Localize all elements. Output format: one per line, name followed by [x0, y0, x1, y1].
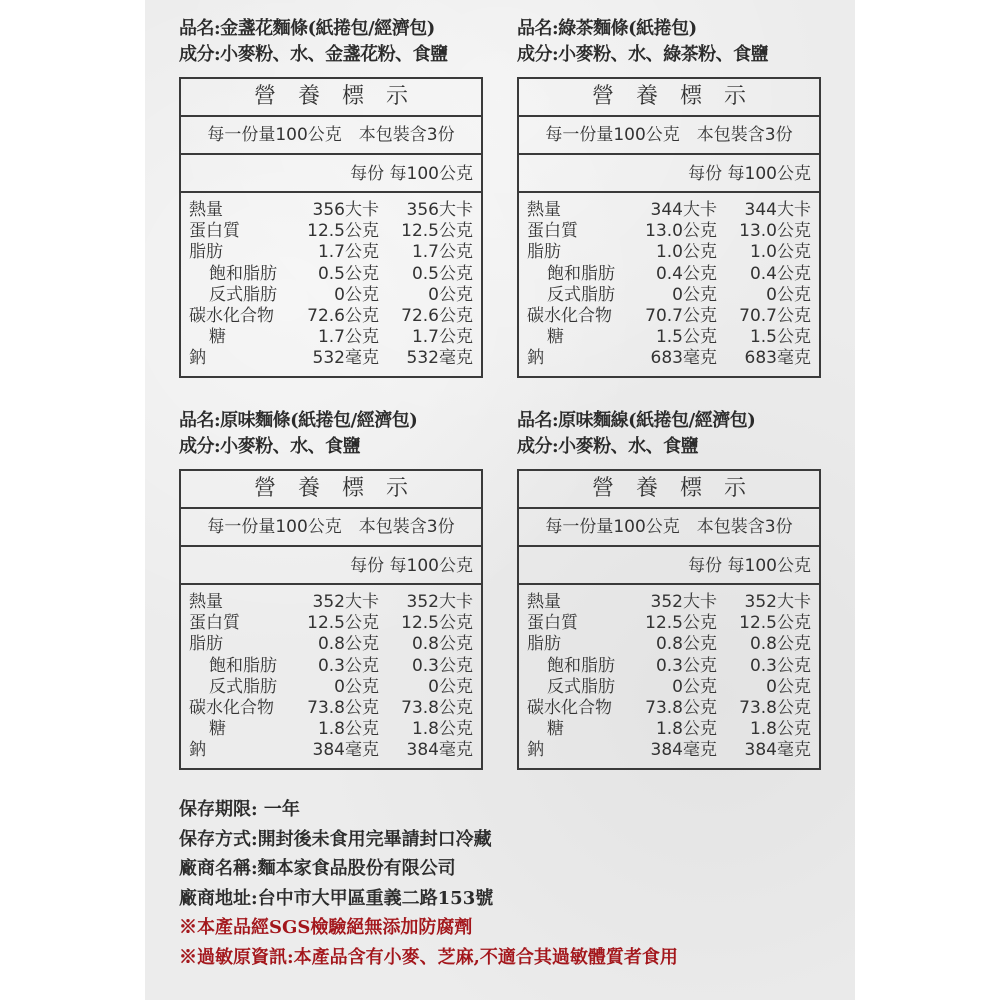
nutrient-name: 蛋白質 [189, 613, 240, 634]
nutrition-label-title: 營養標示 [519, 471, 819, 509]
per-100g-value: 12.5公克 [401, 613, 473, 634]
per-100g-value: 344大卡 [744, 200, 811, 220]
nutrient-name: 脂肪 [189, 242, 223, 263]
nutrition-row [189, 348, 473, 369]
nutrition-rows [181, 193, 481, 376]
nutrient-name: 碳水化合物 [189, 305, 274, 326]
per-serving-value: 356大卡 [312, 200, 379, 220]
per-100g-value: 0公克 [766, 676, 811, 697]
nutrient-name: 鈉 [527, 348, 544, 369]
per-100g-value: 72.6公克 [401, 305, 473, 326]
nutrition-row [189, 221, 473, 242]
nutrition-row [527, 698, 811, 719]
nutrition-row [189, 242, 473, 263]
nutrition-row [189, 200, 473, 221]
product-name: 品名:原味麵線(紙捲包/經濟包) [517, 410, 756, 431]
nutrition-row [189, 719, 473, 740]
nutrition-row [527, 285, 811, 306]
nutrition-row [527, 348, 811, 369]
per-100g-value: 12.5公克 [739, 613, 811, 634]
per-serving-value: 12.5公克 [307, 221, 379, 242]
nutrition-row [189, 285, 473, 306]
column-header: 每份 每100公克 [181, 155, 481, 193]
nutrient-name: 糖 [209, 719, 226, 740]
nutrition-row [527, 719, 811, 740]
nutrition-row [189, 698, 473, 719]
per-100g-value: 352大卡 [406, 592, 473, 612]
per-serving-value: 0公克 [672, 284, 717, 305]
nutrition-row [527, 264, 811, 285]
nutrition-label-title: 營養標示 [519, 79, 819, 117]
product-name: 品名:綠茶麵條(紙捲包) [517, 18, 697, 39]
per-serving-value: 73.8公克 [645, 697, 717, 718]
storage-method: 保存方式:開封後未食用完畢請封口冷藏 [179, 828, 492, 850]
per-serving-value: 1.7公克 [317, 242, 379, 263]
nutrient-name: 糖 [209, 327, 226, 348]
nutrition-row [527, 592, 811, 613]
product-name: 品名:原味麵條(紙捲包/經濟包) [179, 410, 418, 431]
per-serving-value: 352大卡 [650, 592, 717, 612]
nutrition-row [527, 200, 811, 221]
per-serving-value: 13.0公克 [645, 221, 717, 242]
nutrient-name: 飽和脂肪 [547, 263, 615, 284]
nutrient-name: 飽和脂肪 [209, 655, 277, 676]
nutrient-name: 碳水化合物 [527, 697, 612, 718]
per-serving-value: 1.5公克 [655, 327, 717, 348]
serving-info: 每一份量100公克 本包裝含3份 [519, 509, 819, 547]
nutrient-name: 糖 [547, 719, 564, 740]
nutrition-rows [519, 193, 819, 376]
nutrition-label [179, 469, 483, 770]
serving-info: 每一份量100公克 本包裝含3份 [519, 117, 819, 155]
per-serving-value: 0.3公克 [655, 655, 717, 676]
nutrition-row [527, 242, 811, 263]
nutrition-label-title: 營養標示 [181, 471, 481, 509]
per-serving-value: 344大卡 [650, 200, 717, 220]
nutrient-name: 熱量 [527, 200, 561, 220]
per-100g-value: 0公克 [428, 676, 473, 697]
per-100g-value: 73.8公克 [739, 697, 811, 718]
per-100g-value: 532毫克 [406, 348, 473, 369]
nutrient-name: 飽和脂肪 [547, 655, 615, 676]
per-100g-value: 1.0公克 [749, 242, 811, 263]
nutrient-name: 反式脂肪 [209, 284, 277, 305]
per-serving-value: 0.4公克 [655, 263, 717, 284]
per-100g-value: 356大卡 [406, 200, 473, 220]
per-100g-value: 0公克 [428, 284, 473, 305]
product-section [517, 16, 821, 378]
nutrition-label-title: 營養標示 [181, 79, 481, 117]
per-100g-value: 683毫克 [744, 348, 811, 369]
column-header: 每份 每100公克 [519, 155, 819, 193]
product-ingredients: 成分:小麥粉、水、綠茶粉、食鹽 [517, 44, 769, 65]
manufacturer-name: 廠商名稱:麵本家食品股份有限公司 [179, 858, 456, 879]
nutrient-name: 蛋白質 [189, 221, 240, 242]
per-100g-value: 1.7公克 [411, 327, 473, 348]
nutrient-name: 反式脂肪 [547, 284, 615, 305]
nutrition-label [517, 469, 821, 770]
sgs-note: ※本產品經SGS檢驗絕無添加防腐劑 [179, 917, 473, 938]
per-serving-value: 384毫克 [650, 740, 717, 761]
nutrition-row [527, 221, 811, 242]
per-serving-value: 0公克 [334, 676, 379, 697]
per-100g-value: 13.0公克 [739, 221, 811, 242]
per-serving-value: 70.7公克 [645, 305, 717, 326]
product-ingredients: 成分:小麥粉、水、食鹽 [517, 436, 699, 457]
column-header: 每份 每100公克 [519, 547, 819, 585]
column-header: 每份 每100公克 [181, 547, 481, 585]
per-100g-value: 0.5公克 [411, 263, 473, 284]
nutrition-row [527, 306, 811, 327]
nutrition-row [527, 634, 811, 655]
serving-info: 每一份量100公克 本包裝含3份 [181, 117, 481, 155]
nutrient-name: 糖 [547, 327, 564, 348]
nutrient-name: 熱量 [527, 592, 561, 612]
nutrition-row [189, 264, 473, 285]
shelf-life: 保存期限: 一年 [179, 799, 300, 820]
nutrition-row [189, 656, 473, 677]
nutrition-row [189, 306, 473, 327]
per-100g-value: 12.5公克 [401, 221, 473, 242]
per-serving-value: 683毫克 [650, 348, 717, 369]
per-serving-value: 1.8公克 [655, 719, 717, 740]
nutrient-name: 蛋白質 [527, 613, 578, 634]
per-serving-value: 0.5公克 [317, 263, 379, 284]
per-serving-value: 0公克 [334, 284, 379, 305]
product-section [517, 408, 821, 770]
per-serving-value: 0.8公克 [317, 634, 379, 655]
serving-info: 每一份量100公克 本包裝含3份 [181, 509, 481, 547]
per-serving-value: 352大卡 [312, 592, 379, 612]
nutrient-name: 熱量 [189, 592, 223, 612]
nutrient-name: 脂肪 [189, 634, 223, 655]
per-serving-value: 12.5公克 [645, 613, 717, 634]
nutrition-label [517, 77, 821, 378]
nutrition-rows [181, 585, 481, 768]
nutrient-name: 碳水化合物 [189, 697, 274, 718]
nutrient-name: 碳水化合物 [527, 305, 612, 326]
nutrition-row [189, 634, 473, 655]
per-serving-value: 12.5公克 [307, 613, 379, 634]
product-info-footer [179, 795, 678, 972]
per-serving-value: 1.7公克 [317, 327, 379, 348]
nutrition-row [189, 677, 473, 698]
nutrient-name: 脂肪 [527, 634, 561, 655]
per-100g-value: 1.7公克 [411, 242, 473, 263]
nutrition-row [527, 327, 811, 348]
nutrient-name: 鈉 [527, 740, 544, 761]
manufacturer-address: 廠商地址:台中市大甲區重義二路153號 [179, 887, 494, 909]
per-100g-value: 73.8公克 [401, 697, 473, 718]
per-serving-value: 0.8公克 [655, 634, 717, 655]
product-ingredients: 成分:小麥粉、水、金盞花粉、食鹽 [179, 44, 448, 65]
per-100g-value: 384毫克 [744, 740, 811, 761]
nutrition-row [527, 677, 811, 698]
product-name: 品名:金盞花麵條(紙捲包/經濟包) [179, 18, 435, 39]
product-ingredients: 成分:小麥粉、水、食鹽 [179, 436, 361, 457]
nutrition-rows [519, 585, 819, 768]
allergen-note: ※過敏原資訊:本產品含有小麥、芝麻,不適合其過敏體質者食用 [179, 946, 678, 968]
nutrient-name: 飽和脂肪 [209, 263, 277, 284]
product-section [179, 408, 483, 770]
nutrient-name: 蛋白質 [527, 221, 578, 242]
per-100g-value: 352大卡 [744, 592, 811, 612]
per-serving-value: 532毫克 [312, 348, 379, 369]
per-100g-value: 0.4公克 [749, 263, 811, 284]
per-100g-value: 1.8公克 [411, 719, 473, 740]
nutrition-row [189, 327, 473, 348]
per-100g-value: 0.8公克 [749, 634, 811, 655]
nutrient-name: 鈉 [189, 740, 206, 761]
nutrient-name: 熱量 [189, 200, 223, 220]
per-serving-value: 0.3公克 [317, 655, 379, 676]
nutrition-row [527, 740, 811, 761]
nutrient-name: 鈉 [189, 348, 206, 369]
nutrition-row [527, 656, 811, 677]
nutrition-row [189, 592, 473, 613]
product-section [179, 16, 483, 378]
per-serving-value: 1.0公克 [655, 242, 717, 263]
per-serving-value: 73.8公克 [307, 697, 379, 718]
per-100g-value: 384毫克 [406, 740, 473, 761]
nutrient-name: 脂肪 [527, 242, 561, 263]
per-serving-value: 0公克 [672, 676, 717, 697]
nutrient-name: 反式脂肪 [209, 676, 277, 697]
nutrition-row [527, 613, 811, 634]
per-serving-value: 384毫克 [312, 740, 379, 761]
per-100g-value: 70.7公克 [739, 305, 811, 326]
nutrition-label [179, 77, 483, 378]
per-100g-value: 0.3公克 [411, 655, 473, 676]
per-100g-value: 1.5公克 [749, 327, 811, 348]
per-100g-value: 0.8公克 [411, 634, 473, 655]
per-100g-value: 0.3公克 [749, 655, 811, 676]
per-100g-value: 1.8公克 [749, 719, 811, 740]
nutrient-name: 反式脂肪 [547, 676, 615, 697]
per-serving-value: 72.6公克 [307, 305, 379, 326]
per-100g-value: 0公克 [766, 284, 811, 305]
nutrition-row [189, 613, 473, 634]
nutrition-row [189, 740, 473, 761]
per-serving-value: 1.8公克 [317, 719, 379, 740]
